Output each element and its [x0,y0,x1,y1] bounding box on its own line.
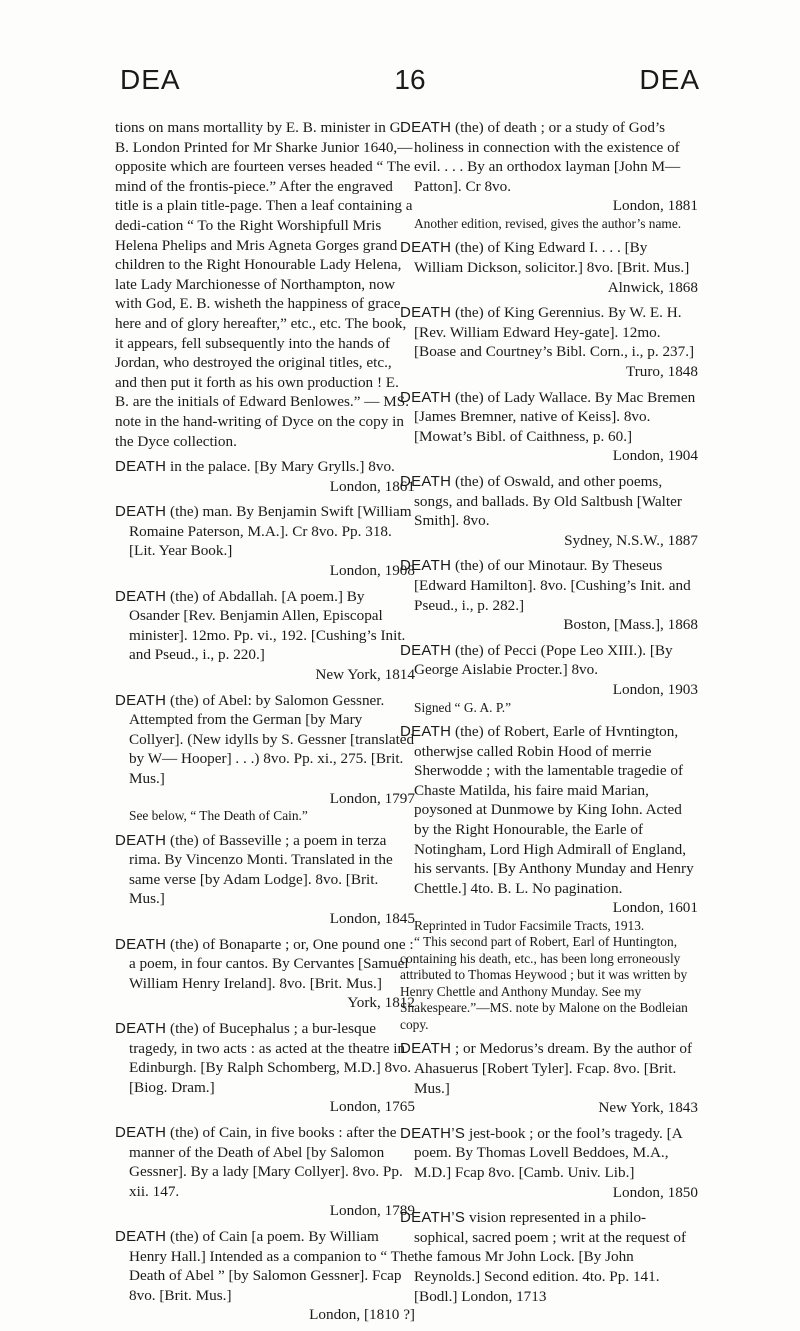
catalogue-entry [400,118,698,232]
entry-imprint: London, 1881 [612,197,698,215]
entry-headword: DEATH’S [400,1124,466,1142]
catalogue-entry [115,457,415,496]
entry-description: (the) of our Minotaur. By Theseus [Edward Hamilton]. 8vo. [Cushing’s Init. and Pseud., i., p. 282.] [414,557,691,614]
entry-description: vision represented in a philo-sophical, sacred poem ; writ at the request of the famous Mr John Lock. [By John Reynolds.] Second edition. 4to. Pp. 141. [Bodl.] London, 1713 [414,1209,687,1305]
catalogue-entry [115,1019,415,1117]
entry-imprint: Boston, [Mass.], 1868 [563,616,698,634]
catalogue-entry [400,722,698,1033]
entry-headword: DEATH [400,119,452,136]
entry-note: “ This second part of Robert, Earl of Huntington, containing his death, etc., has been long erroneously attributed to Thomas Heywood ; but it was written by Henry Chettle and Anthony Munday. See my Shakespeare.”—MS. note by Malone on the Bodleian copy. [400,934,688,1032]
entry-imprint: London, 1850 [612,1183,698,1201]
entry-headword: DEATH [115,831,167,849]
entry-headword: DEATH [115,1020,167,1038]
running-header [120,64,700,100]
entry-headword: DEATH [400,723,452,741]
entry-headword: DEATH [400,641,452,659]
entry-description: in the palace. [By Mary Grylls.] 8vo. [170,458,395,476]
right-column [400,118,698,1312]
entry-imprint: Sydney, N.S.W., 1887 [564,531,698,549]
entry-imprint: London, 1903 [612,680,698,698]
entry-description: (the) of Basseville ; a poem in terza rima. By Vincenzo Monti. Translated in the same verse [by Adam Lodge]. 8vo. [Brit. Mus.] [129,831,393,908]
entry-description: (the) of Cain, in five books : after the manner of the Death of Abel [by Salomon Gessner]. By a lady [Mary Collyer]. 8vo. Pp. xii. 147. [129,1124,403,1200]
page-number: 16 [394,64,426,95]
catalogue-entry [400,303,698,381]
catalogue-entry [400,472,698,550]
header-right-guide-word: DEA [639,64,700,95]
entry-description: (the) of Abdallah. [A poem.] By Osander [Rev. Benjamin Allen, Episcopal minister]. 12mo. Pp. vi., 192. [Cushing’s Init. and Pseud., i., p. 220.] [129,587,406,664]
catalogue-entry [400,641,698,716]
catalogue-entry [115,935,415,1013]
entry-description: (the) of Oswald, and other poems, songs, and ballads. By Old Saltbush [Walter Smith]. 8vo. [414,473,682,530]
catalogue-entry [400,1208,698,1306]
entry-description: (the) of Cain [a poem. By William Henry Hall.] Intended as a companion to “ The Death of Abel ” [by Salomon Gessner]. Fcap 8vo. [Brit. Mus.] [129,1227,415,1304]
catalogue-entry [115,502,415,580]
entry-imprint: London, [1810 ?] [309,1306,415,1324]
catalogue-entry [400,388,698,466]
entry-imprint: London, 1861 [329,477,415,495]
entry-headword: DEATH’S [400,1209,466,1227]
entry-description: (the) of Lady Wallace. By Mac Bremen [James Bremner, native of Keiss]. 8vo. [Mowat’s Bibl. of Caithness, p. 60.] [414,388,696,445]
entry-headword: DEATH [115,587,167,605]
catalogue-entry [115,691,415,825]
entry-imprint: London, 1797 [329,789,415,807]
entry-description: jest-book ; or the fool’s tragedy. [A poem. By Thomas Lovell Beddoes, M.A., M.D.] Fcap 8vo. [Camb. Univ. Lib.] [414,1124,682,1182]
entry-imprint: New York, 1814 [315,666,415,684]
entry-headword: DEATH [400,473,452,490]
left-column [115,118,415,1331]
entry-headword: DEATH [115,935,167,953]
entry-headword: DEATH [400,304,452,322]
entry-note: Signed “ G. A. P.” [414,699,512,715]
entry-description: tions on mans mortallity by E. B. minister in G. B. London Printed for Mr Sharke Junior 1640,—opposite which are fourteen verses headed “ The mind of the frontis-piece.” After the engraved title is a plain title-page. Then a leaf containing a dedi-cation “ To the Right Worshipfull Mris Helena Phelips and Mris Agneta Gorges grand children to the Right Honourable Lady Helena, late Lady Marchionesse of Northampton, now with God, E. B. wisheth the happiness of grace here and of glory hereafter,” etc., etc. The book, it appears, fell subsequently into the hands of Jordan, who destroyed the original titles, etc., and then put it forth as his own production ! E. B. are the initials of Edward Benlowes.” — MS. note in the hand-writing of Dyce on the copy in the Dyce collection. [115,119,413,450]
entry-imprint: Truro, 1848 [625,363,698,381]
entry-imprint: London, 1904 [612,447,698,465]
catalogue-entry [115,118,415,451]
catalogue-entry [400,556,698,634]
entry-imprint: Alnwick, 1868 [607,278,698,296]
catalogue-entry [400,238,698,297]
catalogue-entry [400,1124,698,1202]
entry-headword: DEATH [115,1227,167,1245]
entry-description: (the) of Bucephalus ; a bur-lesque tragedy, in two acts : as acted at the theatre in Edinburgh. [By Ralph Schomberg, M.D.] 8vo. [Biog. Dram.] [129,1020,412,1096]
entry-description: (the) of Robert, Earle of Hvntington, otherwjse called Robin Hood of merrie Sherwodde ; with the lamentable tragedie of Chaste Matilda, his faire maid Marian, poysoned at Dunmowe by King Iohn. Acted by the Right Honourable, the Earle of Notingham, Lord High Admirall of England, his servants. [By Anthony Munday and Henry Chettle.] 4to. B. L. No pagination. [414,723,694,897]
entry-description: (the) of Pecci (Pope Leo XIII.). [By George Aislabie Procter.] 8vo. [414,641,673,679]
entry-imprint: London, 1765 [329,1098,415,1116]
catalogue-entry [115,1123,415,1221]
catalogue-entry [400,1039,698,1117]
entry-imprint: London, 1845 [329,910,415,928]
catalogue-entry [115,831,415,929]
entry-note: Another edition, revised, gives the author’s name. [414,215,682,231]
entry-description: (the) of death ; or a study of God’s holiness in connection with the existence of evil. . . . By an orthodox layman [John M— Patton]. Cr 8vo. [414,119,681,195]
entry-headword: DEATH [115,458,167,476]
entry-note: Reprinted in Tudor Facsimile Tracts, 1913. [414,917,645,933]
entry-description: (the) man. By Benjamin Swift [William Romaine Paterson, M.A.]. Cr 8vo. Pp. 318. [Lit. Year Book.] [129,503,412,560]
catalogue-entry [115,1227,415,1325]
entry-headword: DEATH [400,557,452,575]
entry-imprint: London, 1908 [329,562,415,580]
catalogue-entry [115,587,415,685]
entry-imprint: York, 1812 [347,994,415,1012]
entry-description: ; or Medorus’s dream. By the author of Ahasuerus [Robert Tyler]. Fcap. 8vo. [Brit. Mus.] [414,1040,693,1097]
entry-headword: DEATH [400,388,452,406]
entry-imprint: London, 1789 [329,1202,415,1220]
entry-imprint: London, 1601 [612,899,698,917]
entry-note: See below, “ The Death of Cain.” [129,808,308,824]
entry-imprint: New York, 1843 [598,1099,698,1117]
entry-headword: DEATH [400,239,452,257]
entry-headword: DEATH [115,691,167,709]
entry-headword: DEATH [400,1040,452,1058]
entry-headword: DEATH [115,503,167,521]
entry-description: (the) of Bonaparte ; or, One pound one : a poem, in four cantos. By Cervantes [Samuel William Henry Ireland]. 8vo. [Brit. Mus.] [129,935,414,992]
header-left-guide-word: DEA [120,64,181,95]
entry-description: (the) of King Gerennius. By W. E. H. [Rev. William Edward Hey-gate]. 12mo. [Boase and Courtney’s Bibl. Corn., i., p. 237.] [414,304,695,361]
entry-description: (the) of King Edward I. . . . [By William Dickson, solicitor.] 8vo. [Brit. Mus.] [414,239,690,277]
entry-description: (the) of Abel: by Salomon Gessner. Attempted from the German [by Mary Collyer]. (New idylls by S. Gessner [translated by W— Hooper] . . .) 8vo. Pp. xi., 275. [Brit. Mus.] [129,691,415,787]
entry-headword: DEATH [115,1124,167,1141]
